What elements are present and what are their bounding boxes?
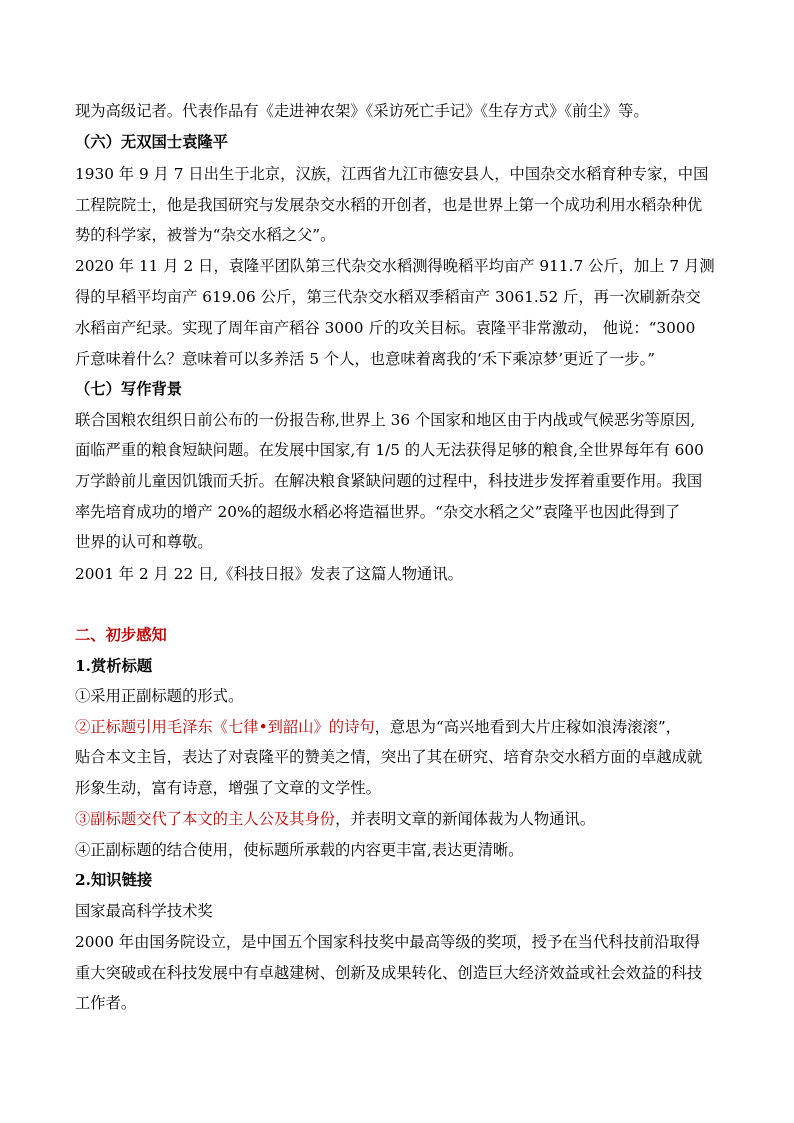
section7-heading: （七）写作背景: [75, 380, 183, 398]
sec7-p1-line1: 联合国粮农组织日前公布的一份报告称,世界上 36 个国家和地区由于内战或气候恶劣等原因,: [75, 411, 696, 429]
sec7-p1-line3: 万学龄前儿童因饥饿而夭折。在解决粮食紧缺问题的过程中，科技进步发挥着重要作用。我国: [75, 472, 703, 490]
title-item-2-rest: ，意思为“高兴地看到大片庄稼如浪涛滚滚”，: [374, 718, 681, 736]
title-item-3-rest: ，并表明文章的新闻体裁为人物通讯。: [335, 810, 596, 828]
knowledge-line3: 工作者。: [75, 994, 137, 1012]
knowledge-line1: 2000 年由国务院设立，是中国五个国家科技奖中最高等级的奖项，授予在当代科技前沿取得: [75, 933, 701, 951]
title-item-4: ④正副标题的结合使用，使标题所承载的内容更丰富,表达更清晰。: [75, 841, 524, 859]
title-item-2: [75, 717, 723, 737]
sec6-p2-line2: 得的早稻平均亩产 619.06 公斤，第三代杂交水稻双季稻亩产 3061.52 斤，再一次刷新杂交: [75, 288, 701, 306]
sec6-p1-line1: 1930 年 9 月 7 日出生于北京，汉族，江西省九江市德安县人，中国杂交水稻育种专家，中国: [75, 165, 709, 183]
title-item-3: [75, 809, 723, 829]
title-item-2-line2: 贴合本文主旨，表达了对袁隆平的赞美之情，突出了其在研究、培育杂交水稻方面的卓越成就: [75, 748, 703, 766]
sec6-p2-line1: 2020 年 11 月 2 日，袁隆平团队第三代杂交水稻测得晚稻平均亩产 911.7 公斤，加上 7 月测: [75, 257, 715, 275]
sec6-p2-line4: 斤意味着什么？意味着可以多养活 5 个人，也意味着离我的‘禾下乘凉梦’更近了一步。”: [75, 350, 656, 368]
sec7-p1-line4: 率先培育成功的增产 20%的超级水稻必将造福世界。“杂交水稻之父”袁隆平也因此得到了: [75, 503, 681, 521]
title-item-2-highlight: ②正标题引用毛泽东《七律•到韶山》的诗句: [75, 718, 375, 736]
section6-heading: （六）无双国士袁隆平: [75, 133, 228, 151]
sec6-p2-line3: 水稻亩产纪录。实现了周年亩产稻谷 3000 斤的攻关目标。袁隆平非常激动， 他说：“3000: [75, 319, 696, 337]
knowledge-title: 国家最高科学技术奖: [75, 902, 213, 920]
sec6-p1-line3: 势的科学家，被誉为“杂交水稻之父”。: [75, 226, 336, 244]
sec7-p1-line5: 世界的认可和尊敬。: [75, 533, 213, 551]
sub-heading-2: 2.知识链接: [75, 871, 153, 889]
sec7-p1-line2: 面临严重的粮食短缺问题。在发展中国家,有 1/5 的人无法获得足够的粮食,全世界每年有 600: [75, 441, 704, 459]
sec6-p1-line2: 工程院院士，他是我国研究与发展杂交水稻的开创者，也是世界上第一个成功利用水稻杂种优: [75, 196, 703, 214]
title-item-2-line3: 形象生动，富有诗意，增强了文章的文学性。: [75, 779, 381, 797]
title-item-3-highlight: ③副标题交代了本文的主人公及其身份: [75, 810, 336, 828]
sec7-p2: 2001 年 2 月 22 日,《科技日报》发表了这篇人物通讯。: [75, 565, 463, 583]
title-item-1: ①采用正副标题的形式。: [75, 687, 244, 705]
knowledge-line2: 重大突破或在科技发展中有卓越建树、创新及成果转化、创造巨大经济效益或社会效益的科技: [75, 964, 703, 982]
intro-tail-text: 现为高级记者。代表作品有《走进神农架》《采访死亡手记》《生存方式》《前尘》等。: [75, 102, 649, 120]
sub-heading-1: 1.赏析标题: [75, 657, 153, 675]
part2-heading: 二、初步感知: [75, 626, 167, 644]
